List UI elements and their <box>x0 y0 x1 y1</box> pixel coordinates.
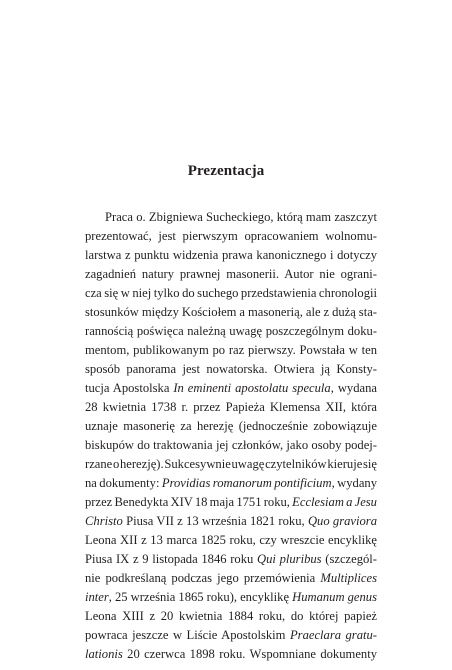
text-segment: na dokumenty: <box>85 476 162 490</box>
text-segment: , wydana <box>330 381 378 395</box>
italic-title-text: Praeclara gratu- <box>289 628 377 642</box>
italic-title-text: inter <box>85 590 109 604</box>
text-segment: 28 kwietnia 1738 r. przez Papieża Klemensa XII, która <box>85 400 377 414</box>
text-line <box>85 398 377 417</box>
italic-title-text: Humanum genus <box>292 590 377 604</box>
text-segment: Piusa IX z 9 listopada 1846 roku <box>85 552 257 566</box>
text-line <box>85 227 377 246</box>
text-line <box>85 455 377 474</box>
text-segment: powraca jeszcze w Liście Apostolskim <box>85 628 290 642</box>
text-line <box>85 607 377 626</box>
text-segment: 20 czerwca 1898 roku. Wspomniane dokumenty <box>122 647 377 661</box>
text-line <box>85 512 377 531</box>
text-segment: larstwa z punktu widzenia prawa kanonicznego i dotyczy <box>85 248 377 262</box>
text-line <box>85 474 377 493</box>
text-segment: , wydany <box>331 476 378 490</box>
text-segment: , 25 września 1865 roku), encyklikę <box>108 590 293 604</box>
italic-title-text: Christo <box>85 514 123 528</box>
text-line <box>85 303 377 322</box>
italic-title-text: Providias romanorum pontificium <box>161 476 332 490</box>
italic-title-text: Qui pluribus <box>257 552 322 566</box>
text-line <box>85 436 377 455</box>
text-segment: stosunków między Kościołem a masonerią, ale z dużą sta- <box>85 305 377 319</box>
italic-title-text: Ecclesiam a Jesu <box>292 495 377 509</box>
text-line <box>85 246 377 265</box>
text-segment: rzane o herezję). Sukcesywnie uwagę czytelników kieruje się <box>85 457 377 471</box>
text-line <box>85 645 377 664</box>
text-segment: uznaje masonerię za herezję (jednocześnie zobowiązuje <box>85 419 377 433</box>
italic-title-text: lationis <box>85 647 123 661</box>
text-segment: biskupów do traktowania jej członków, jako osoby podej- <box>85 438 377 452</box>
chapter-title: Prezentacja <box>187 163 265 179</box>
text-line <box>85 569 377 588</box>
text-segment: nie podkreślaną podczas jego przemówienia <box>85 571 321 585</box>
text-line <box>85 550 377 569</box>
text-segment: Piusa VII z 13 września 1821 roku, <box>122 514 308 528</box>
text-line <box>85 208 377 227</box>
text-line <box>85 379 377 398</box>
text-segment: zagadnień natury prawnej masonerii. Autor nie ograni- <box>85 267 377 281</box>
text-line <box>85 341 377 360</box>
text-segment: przez Benedykta XIV 18 maja 1751 roku, <box>85 495 293 509</box>
text-segment: Leona XII z 13 marca 1825 roku, czy wreszcie encyklikę <box>85 533 377 547</box>
body-paragraph <box>85 208 377 664</box>
text-segment: sposób panorama jest nowatorska. Otwiera ją Konsty- <box>85 362 377 376</box>
italic-title-text: Multiplices <box>320 571 377 585</box>
text-segment: tucja Apostolska <box>85 381 174 395</box>
text-line <box>85 322 377 341</box>
text-segment: prezentować, jest pierwszym opracowaniem wolnomu- <box>85 229 377 243</box>
text-line <box>85 588 377 607</box>
text-line <box>85 284 377 303</box>
text-line <box>85 493 377 512</box>
text-line <box>85 265 377 284</box>
text-segment: Praca o. Zbigniewa Sucheckiego, którą mam zaszczyt <box>105 210 377 224</box>
text-line <box>85 417 377 436</box>
italic-title-text: Quo graviora <box>307 514 378 528</box>
text-segment: Leona XIII z 20 kwietnia 1884 roku, do której papież <box>85 609 377 623</box>
text-line <box>85 360 377 379</box>
text-line <box>85 531 377 550</box>
text-line <box>85 626 377 645</box>
text-segment: (szczegól- <box>321 552 378 566</box>
italic-title-text: In eminenti apostolatu specula <box>173 381 331 395</box>
text-segment: cza się w niej tylko do suchego przedstawienia chronologii <box>85 286 377 300</box>
text-segment: rannością poświęca należną uwagę poszczególnym doku- <box>85 324 377 338</box>
text-segment: mentom, publikowanym po raz pierwszy. Powstała w ten <box>85 343 377 357</box>
